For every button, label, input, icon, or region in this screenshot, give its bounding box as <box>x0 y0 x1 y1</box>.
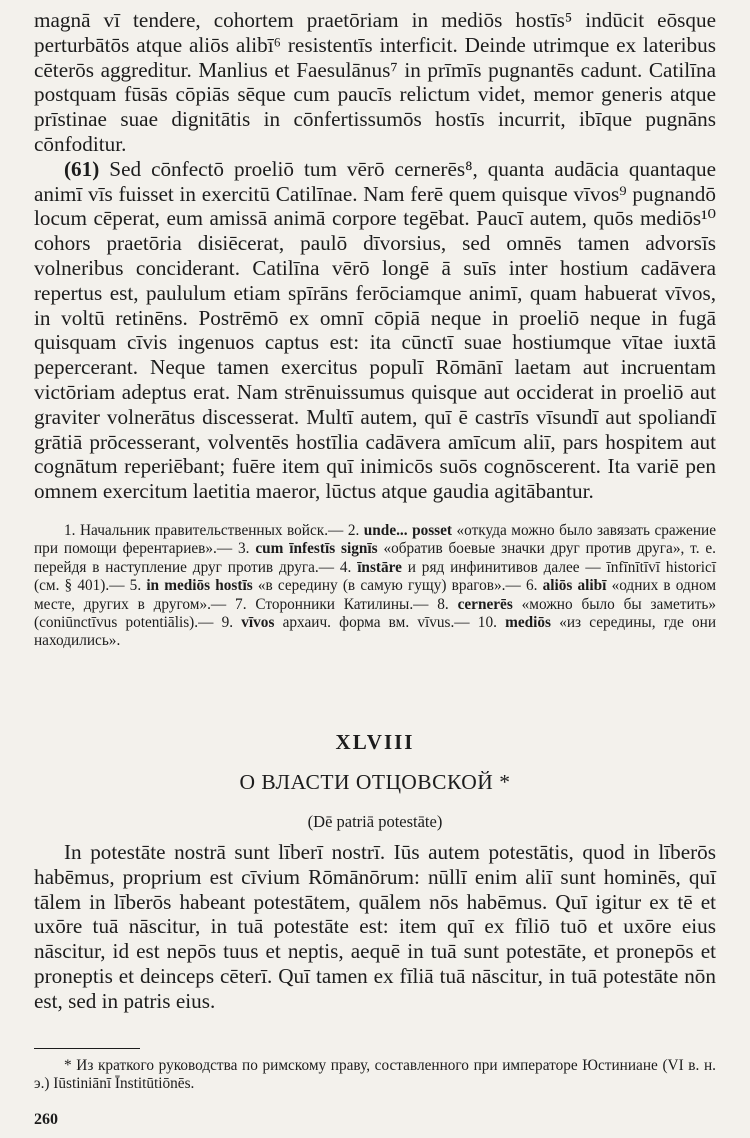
note-text: «из середины, где они находились». <box>34 613 717 650</box>
chapter-number: XLVIII <box>335 730 415 754</box>
note-lemma: cum īnfestīs signīs <box>255 540 378 558</box>
paragraph-61 <box>34 157 716 504</box>
latin-passage <box>34 8 716 504</box>
note-text: «откуда можно было завязать сражение при помощи ферентариев».— 3. <box>34 521 716 558</box>
note-lemma: unde... posset <box>363 521 453 539</box>
note-lemma: vīvos <box>241 613 275 631</box>
paragraph-60-end: magnā vī tendere, cohortem praetōriam in mediōs hostīs⁵ indūcit eōsque perturbātōs atque aliōs alibī⁶ resistentīs interficit. Deinde utrimque ex lateribus cēterōs aggreditur. Manlius et Faesulānus⁷ in prīmīs pugnantēs cadunt. Catilīna postquam fūsās cōpiās sēque cum paucīs relictum videt, memor generis atque prīstinae suae dignitātis in cōnfertissumōs hostīs incurrit, ibīque pugnāns cōnfoditur. <box>34 8 716 156</box>
page <box>34 8 717 1128</box>
note-text: «в середину (в самую гущу) врагов».— 6. <box>252 577 543 595</box>
footnote-divider <box>34 1048 140 1049</box>
paragraph-61-text: Sed cōnfectō proeliō tum vērō cernerēs⁸, quanta audācia quantaque animī vīs fuisset in exercitū Catilīnae. Nam ferē quem quisque vīvos⁹ pugnandō locum cēperat, eum amissā animā corpore tegēbat. Paucī autem, quōs mediōs¹⁰ cohors praetōria disiēcerat, paulō dīvorsius, sed omnēs tamen advorsīs volneribus conciderant. Catilīna vērō longē ā suīs inter hostium cadāvera repertus est, paululum etiam spīrāns ferōciamque animī, quam habuerat vīvos, in voltū retinēns. Postrēmō ex omnī cōpiā neque in proeliō neque in fugā quisquam cīvis ingenuos captus est: ita cūnctī suae hostiumque vītae iuxtā pepercerant. Neque tamen exercitus populī Rōmānī laetam aut incruentam victōriam adeptus erat. Nam strēnuissumus quisque aut occiderat in proeliō aut graviter volnerātus discesserat. Multī autem, quī ē castrīs vīsundī aut spoliandī grātiā prōcesserant, volventēs hostīlia cadāvera amīcum aliī, pars hospitem aut cognātum reperiēbant; fuēre item quī inimicōs suōs cognōscerent. Ita variē pen omnem exercitum laetitia maeror, lūctus atque gaudia agitābantur. <box>34 156 716 504</box>
footnote: * Из краткого руководства по римскому праву, составленного при императоре Юстиниане (VI в. н. э.) Iūstiniānī Īnstitūtiōnēs. <box>34 1057 716 1093</box>
note-lemma: in mediōs hostīs <box>146 577 253 595</box>
page-number: 260 <box>34 1111 58 1128</box>
note-text: 1. Начальник правительственных войск.— 2. <box>64 521 364 539</box>
commentary-notes <box>34 522 716 651</box>
chapter-text <box>34 840 716 1014</box>
chapter-subtitle: (Dē patriā potestāte) <box>307 812 443 831</box>
chapter-paragraph: In potestāte nostrā sunt līberī nostrī. Iūs autem potestātis, quod in līberōs habēmus, proprium est cīvium Rōmānōrum: nūllī enim aliī sunt hominēs, quī tālem in līberōs habeant potestātem, quālem nōs habēmus. Quī igitur ex tē et uxōre tuā nāscitur, in tuā potestāte est: item quī ex fīliō tuō et uxōre eius nāscitur, id est nepōs tuus et neptis, aequē in tuā sunt potestāte, et pronepōs et proneptis et deinceps cēterī. Quī tamen ex fīliā tuā nāscitur, in tuā potestāte nōn est, sed in patris eius. <box>34 840 716 1013</box>
note-text: и ряд инфинитивов далее — īnfīnītīvī historicī (см. § 401).— 5. <box>34 558 716 595</box>
section-number: (61) <box>64 156 100 181</box>
note-text: «одних в одном месте, других в другом».— 7. Сторонники Катилины.— 8. <box>34 577 716 613</box>
note-text: архаич. форма вм. vīvus.— 10. <box>274 613 506 631</box>
note-text: «можно было бы заметить» (coniūnctīvus potentiālis).— 9. <box>34 595 716 631</box>
note-lemma: aliōs alibī <box>542 577 607 595</box>
note-lemma: cernerēs <box>457 595 513 613</box>
chapter-title: О ВЛАСТИ ОТЦОВСКОЙ * <box>239 770 511 794</box>
note-text: «обратив боевые значки друг против друга», т. е. перейдя в наступление друг против друга.— 4. <box>34 540 717 576</box>
note-lemma: mediōs <box>505 613 552 631</box>
note-lemma: īnstāre <box>357 558 402 576</box>
